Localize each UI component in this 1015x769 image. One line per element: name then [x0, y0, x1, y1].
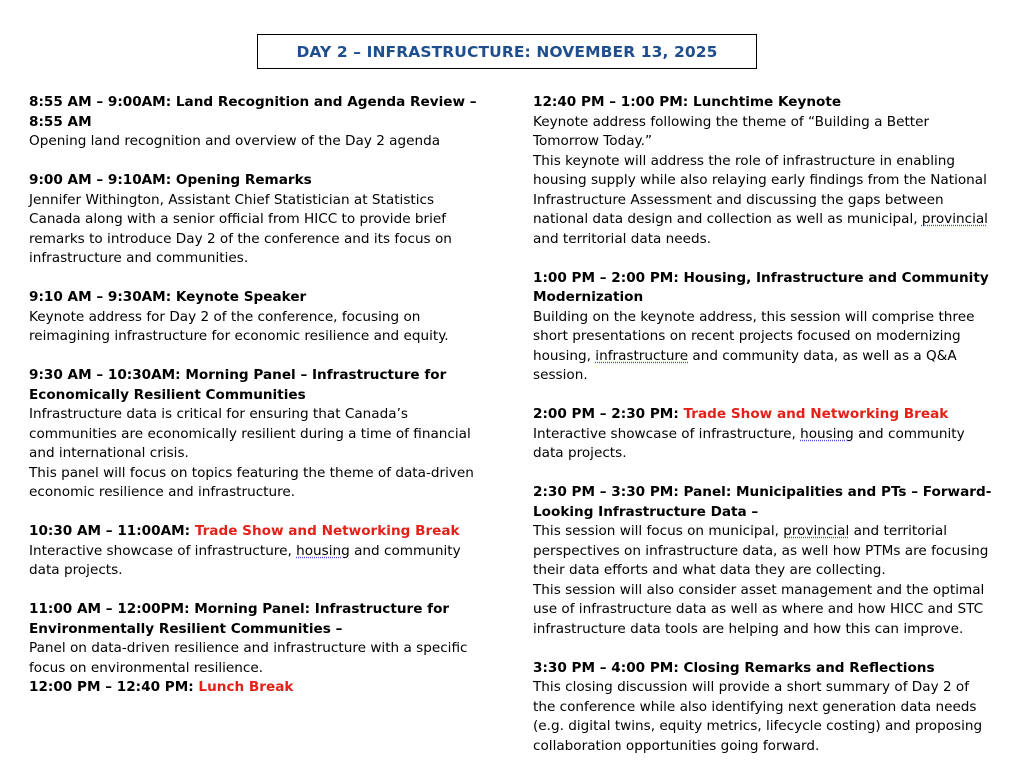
session-description	[533, 522, 995, 581]
session-time-heading: 8:55 AM – 9:00AM: Land Recognition and Agenda Review – 8:55 AM	[29, 94, 477, 130]
session-time-heading	[533, 269, 995, 308]
agenda-item-housing-modernization	[533, 269, 995, 386]
session-description: Panel on data-driven resilience and infrastructure with a specific focus on environmental resilience.	[29, 640, 468, 676]
session-description: This session will also consider asset management and the optimal use of infrastructure data as well as where and how HICC and STC infrastructure data tools are helping and how this can improve.	[533, 581, 985, 637]
agenda-item-lunch-break	[29, 678, 489, 698]
session-description	[533, 425, 995, 464]
break-label: Trade Show and Networking Break	[683, 406, 949, 422]
session-description: Keynote address following the theme of “Building a Better Tomorrow Today.”	[533, 113, 930, 149]
session-time-heading: 9:30 AM – 10:30AM: Morning Panel – Infrastructure for Economically Resilient Communities	[29, 367, 447, 403]
agenda-item-municipalities-panel	[533, 483, 995, 639]
break-label: Lunch Break	[198, 679, 294, 695]
description-text: Building on the keynote address, this session will comprise three short presentations on recent projects focused on modernizing housing,	[533, 308, 975, 364]
session-description	[533, 152, 995, 250]
session-time-heading: 11:00 AM – 12:00PM: Morning Panel: Infrastructure for Environmentally Resilient Communities –	[29, 601, 450, 637]
spellcheck-word: housing	[800, 425, 854, 442]
agenda-item-trade-show-break-morning	[29, 522, 489, 581]
description-text: This session will focus on municipal,	[533, 523, 784, 539]
page-title-box	[257, 34, 757, 69]
agenda-item-opening-remarks	[29, 171, 489, 269]
session-description	[29, 542, 489, 581]
session-description	[533, 308, 995, 386]
agenda-item-closing-remarks	[533, 659, 995, 757]
agenda-item-keynote-speaker	[29, 288, 489, 347]
agenda-item-trade-show-break-afternoon	[533, 405, 995, 464]
session-description: Infrastructure data is critical for ensuring that Canada’s communities are economically resilient during a time of financial and international crisis.	[29, 406, 471, 461]
session-time: 1:00 PM – 2:00 PM	[533, 269, 674, 286]
session-description: This closing discussion will provide a short summary of Day 2 of the conference while also identifying next generation data needs (e.g. digital twins, equity metrics, lifecycle costing) and proposing collaboration opportunities going forward.	[533, 679, 983, 754]
agenda-right-column	[533, 93, 995, 756]
session-description: Opening land recognition and overview of the Day 2 agenda	[29, 133, 441, 149]
session-time-heading: 9:00 AM – 9:10AM: Opening Remarks	[29, 172, 312, 188]
description-text: and community data, as well as a Q&A session.	[533, 347, 957, 383]
session-title: : Housing, Infrastructure and Community Modernization	[533, 269, 989, 305]
spellcheck-word: infrastructure	[595, 347, 689, 364]
agenda-item-environmental-panel	[29, 600, 489, 678]
session-time-heading	[29, 522, 489, 542]
agenda-item-economic-panel	[29, 366, 489, 503]
description-text: and community data projects.	[29, 542, 461, 578]
description-text: Interactive showcase of infrastructure,	[533, 425, 801, 442]
session-time-heading: 3:30 PM – 4:00 PM: Closing Remarks and Reflections	[533, 659, 935, 676]
agenda-item-lunchtime-keynote	[533, 93, 995, 249]
spellcheck-word: housing	[296, 542, 350, 559]
spellcheck-word: provincial	[783, 523, 850, 539]
session-time-heading	[533, 405, 995, 425]
break-label: Trade Show and Networking Break	[194, 523, 460, 539]
description-text: Interactive showcase of infrastructure,	[29, 542, 297, 559]
session-time-heading: 12:40 PM – 1:00 PM: Lunchtime Keynote	[533, 94, 842, 110]
description-text: and territorial data needs.	[533, 230, 712, 247]
spellcheck-word: provincial	[921, 211, 988, 227]
description-text: and territorial perspectives on infrastructure data, as well how PTMs are focusing their data efforts and what data they are collecting.	[533, 523, 989, 578]
session-description: Jennifer Withington, Assistant Chief Statistician at Statistics Canada along with a senior official from HICC to provide brief remarks to introduce Day 2 of the conference and its focus on infrastructure and communities.	[29, 191, 452, 266]
session-description: This panel will focus on topics featuring the theme of data-driven economic resilience and infrastructure.	[29, 464, 474, 500]
session-time: 10:30 AM – 11:00AM:	[29, 523, 195, 539]
agenda-left-column	[29, 93, 489, 698]
agenda-item-land-recognition	[29, 93, 489, 152]
session-description: Keynote address for Day 2 of the conference, focusing on reimagining infrastructure for economic resilience and equity.	[29, 308, 449, 344]
description-text: and community data projects.	[533, 425, 965, 461]
session-time-heading	[29, 678, 489, 698]
session-time-heading: 9:10 AM – 9:30AM: Keynote Speaker	[29, 289, 307, 305]
page-title: DAY 2 – INFRASTRUCTURE: NOVEMBER 13, 2025	[296, 42, 718, 61]
session-time: 2:00 PM – 2:30 PM:	[533, 406, 684, 422]
session-time: 12:00 PM – 12:40 PM:	[29, 679, 199, 695]
session-time-heading: 2:30 PM – 3:30 PM: Panel: Municipalities and PTs – Forward-Looking Infrastructure Data –	[533, 484, 992, 520]
description-text: This keynote will address the role of infrastructure in enabling housing supply while also relaying early findings from the National Infrastructure Assessment and discussing the gaps between national data design and collection as well as municipal,	[533, 152, 987, 227]
